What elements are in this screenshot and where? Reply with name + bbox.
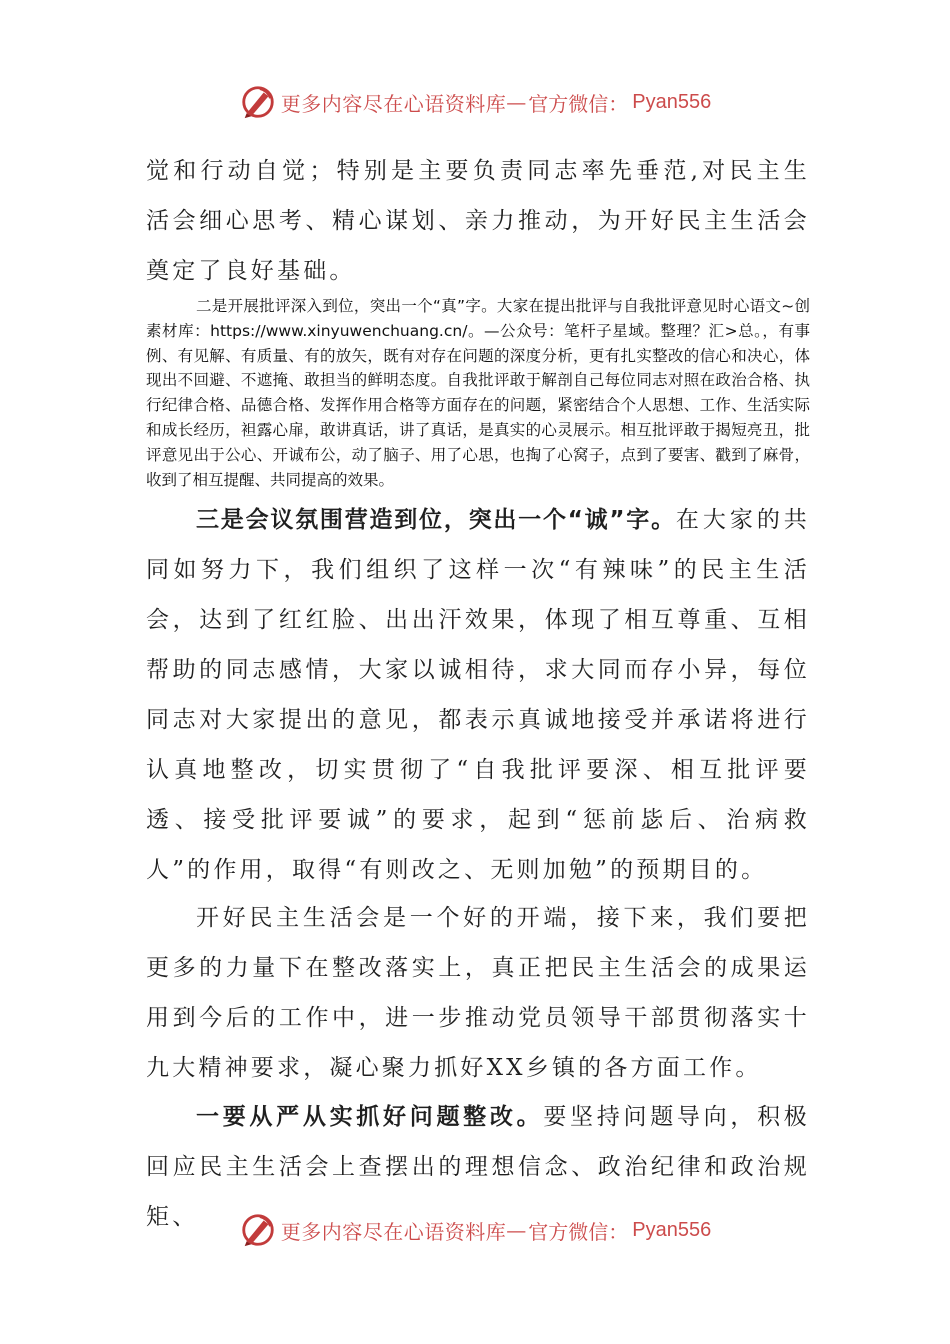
footer-banner: [0, 1208, 950, 1252]
paragraph-1: 觉和行动自觉；特别是主要负责同志率先垂范,对民主生活会细心思考、精心谋划、亲力推动，为开好民主生活会奠定了良好基础。: [146, 158, 810, 284]
paragraph-2: 二是开展批评深入到位，突出一个“真”字。大家在提出批评与自我批评意见时心语文~创素材库：https://www.xinyuwenchuang.cn/。—公众号：笔杆子星域。整理？汇>总。，有事例、有见解、有质量、有的放矢，既有对存在问题的深度分析，更有扎实整改的信心和决心，体现出不回避、不遮掩、敢担当的鲜明态度。自我批评敢于解剖自己每位同志对照在政治合格、执行纪律合格、品德合格、发挥作用合格等方面存在的问题，紧密结合个人思想、工作、生活实际和成长经历，袒露心扉，敢讲真话，讲了真话，是真实的心灵展示。相互批评敢于揭短亮丑，批评意见出于公心、开诚布公，动了脑子、用了心思，也掏了心窝子，点到了要害、戳到了麻骨，收到了相互提醒、共同提高的效果。: [146, 297, 810, 489]
header-brand: 更多内容尽在心语资料库: [280, 91, 507, 116]
paragraph-1-block: [146, 146, 810, 296]
paragraph-3-text: 在大家的共同如努力下，我们组织了这样一次“有辣味”的民主生活会，达到了红红脸、出出汗效果，体现了相互尊重、互相帮助的同志感情，大家以诚相待，求大同而存小异，每位同志对大家提出的意见，都表示真诚地接受并承诺将进行认真地整改，切实贯彻了“自我批评要深、相互批评要透、接受批评要诚”的要求，起到“惩前毖后、治病救人”的作用，取得“有则改之、无则加勉”的预期目的。: [146, 507, 811, 883]
pen-logo-icon: [239, 83, 277, 121]
footer-wechat-label: 官方微信：: [528, 1219, 629, 1244]
footer-brand: 更多内容尽在心语资料库: [280, 1219, 507, 1244]
header-banner: [0, 80, 950, 124]
pen-logo-icon: [239, 1211, 277, 1249]
header-wechat-label: 官方微信：: [528, 91, 629, 116]
paragraph-4-block: [146, 893, 810, 1093]
paragraph-3-block: [146, 495, 810, 895]
paragraph-5-text: 要坚持问题导向，积极回应民主生活会上查摆出的理想信念、政治纪律和政治规矩、: [146, 1104, 811, 1230]
header-separator: —: [506, 90, 527, 114]
paragraph-5-lead: 一要从严从实抓好问题整改。: [196, 1103, 544, 1130]
paragraph-3: [146, 495, 810, 895]
footer-separator: —: [506, 1218, 527, 1242]
header-wechat-id: Pyan556: [632, 90, 712, 113]
paragraph-4: 开好民主生活会是一个好的开端，接下来，我们要把更多的力量下在整改落实上，真正把民主生活会的成果运用到今后的工作中，进一步推动党员领导干部贯彻落实十九大精神要求，凝心聚力抓好XX乡镇的各方面工作。: [146, 905, 810, 1081]
footer-wechat-id: Pyan556: [632, 1218, 712, 1241]
paragraph-3-lead: 三是会议氛围营造到位，突出一个“诚”字。: [196, 507, 676, 533]
